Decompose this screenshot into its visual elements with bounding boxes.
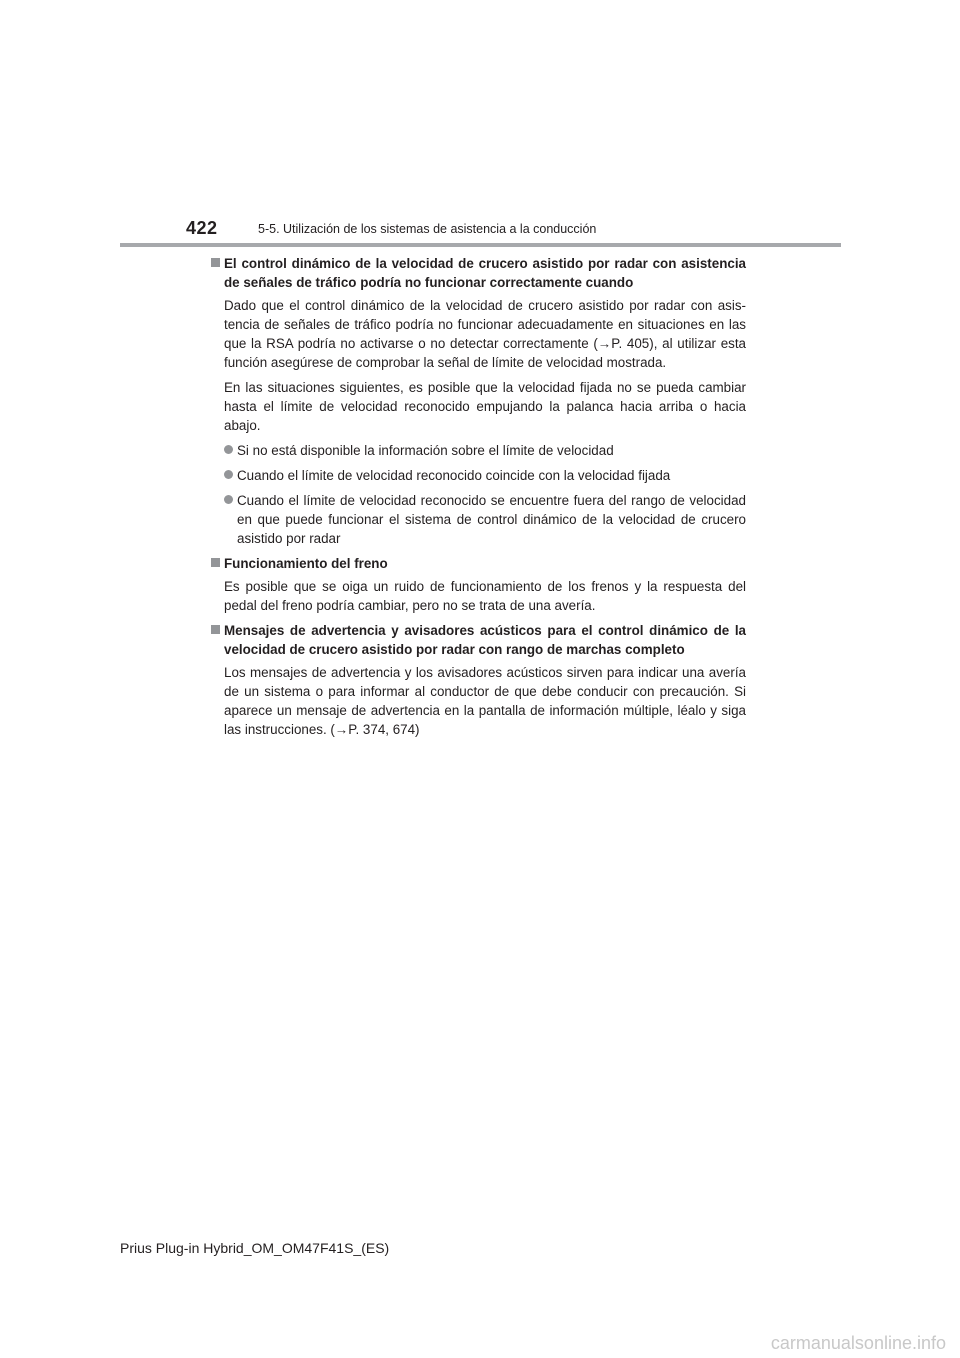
list-item-text: Cuando el límite de velocidad reconocido coincide con la velocidad fijada [237, 468, 671, 483]
circle-bullet-icon [224, 495, 233, 504]
circle-bullet-icon [224, 470, 233, 479]
list-item-text: Cuando el límite de velocidad reconocido se encuentre fuera del rango de velocidad en que puede funcionar el sistema de control dinámico de la velocidad de crucero asistido por radar [237, 493, 746, 546]
list-item [224, 441, 746, 460]
section-heading [208, 554, 746, 573]
body-paragraph: Dado que el control dinámico de la velocidad de crucero asistido por radar con asis-tencia de señales de tráfico podría no funcionar adecuadamente en situaciones en las que la RSA podría no activarse o no detectar correctamente (→P. 405), al utilizar esta función asegúrese de comprobar la señal de límite de velocidad mostrada. [224, 298, 746, 370]
section-rsa-limitations [208, 254, 746, 548]
section-title: 5-5. Utilización de los sistemas de asistencia a la conducción [258, 222, 597, 236]
list-item-text: Si no está disponible la información sobre el límite de velocidad [237, 443, 614, 458]
square-bullet-icon [211, 558, 220, 567]
section-heading [208, 621, 746, 659]
header-rule [120, 243, 841, 247]
list-item [224, 491, 746, 548]
body-paragraph: Los mensajes de advertencia y los avisadores acústicos sirven para indicar una avería de un sistema o para informar al conductor de que debe conducir con precaución. Si aparece un mensaje de advertencia en la pantalla de información múltiple, léalo y siga las instrucciones. (→P. 374, 674) [224, 665, 746, 737]
page-content [208, 254, 746, 739]
body-paragraph: En las situaciones siguientes, es posible que la velocidad fijada no se pueda cambiar hasta el límite de velocidad reconocido empujando la palanca hacia arriba o hacia abajo. [224, 380, 746, 433]
section-heading-text: Mensajes de advertencia y avisadores acústicos para el control dinámico de la velocidad de crucero asistido por radar con rango de marchas completo [224, 623, 746, 657]
list-item [224, 466, 746, 485]
section-brake-operation [208, 554, 746, 615]
footer-manual-id: Prius Plug-in Hybrid_OM_OM47F41S_(ES) [120, 1240, 390, 1256]
section-heading [208, 254, 746, 292]
watermark: carmanualsonline.info [770, 1333, 946, 1353]
section-warning-messages [208, 621, 746, 739]
body-paragraph: Es posible que se oiga un ruido de funcionamiento de los frenos y la respuesta del pedal del freno podría cambiar, pero no se trata de una avería. [224, 579, 746, 613]
square-bullet-icon [211, 625, 220, 634]
circle-bullet-icon [224, 445, 233, 454]
section-heading-text: Funcionamiento del freno [224, 556, 388, 571]
square-bullet-icon [211, 258, 220, 267]
page-number: 422 [186, 218, 218, 238]
section-heading-text: El control dinámico de la velocidad de crucero asistido por radar con asistencia de señales de tráfico podría no funcionar correctamente cuando [224, 256, 746, 290]
